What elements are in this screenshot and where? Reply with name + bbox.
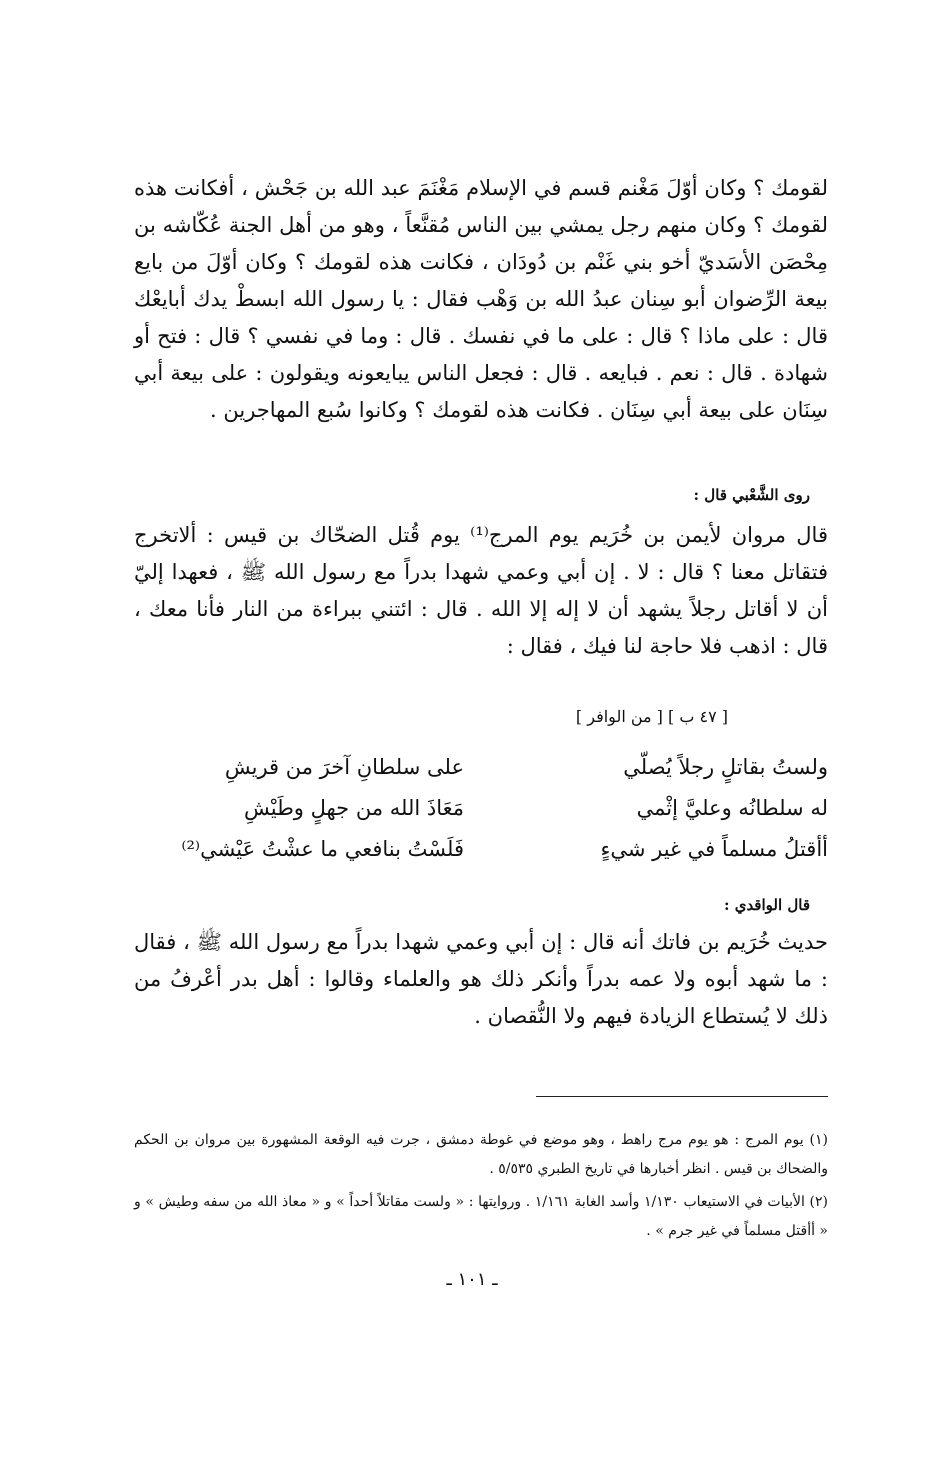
verse-first-hemistich: له سلطانُه وعليَّ إثْمي	[636, 796, 828, 820]
body-paragraph-2: قال مروان لأيمن بن خُرَيم يوم المرج⁽¹⁾ يوم قُتل الضحّاك بن قيس : ألاتخرج فتقاتل معنا ؟ قال : لا . إن أبي وعمي شهدا بدراً مع رسول الله ﷺ ، فعهدا إليّ أن لا أقاتل رجلاً يشهد أن لا إله إلا الله . قال : ائتني ببراءة من النار فأنا معك ، قال : اذهب فلا حاجة لنا فيك ، فقال :	[134, 523, 828, 658]
poem-meter-label: [ ٤٧ ب ] [ من الوافر ]	[575, 707, 728, 726]
footnote-separator	[536, 1096, 828, 1097]
page-number: ـ ١٠١ ـ	[446, 1269, 498, 1290]
verse-second-hemistich: مَعَاذَ الله من جهلٍ وطَيْشِ	[243, 796, 464, 820]
poem-verse	[134, 831, 828, 872]
verse-first-hemistich: ولستُ بقاتلٍ رجلاً يُصلّي	[623, 755, 828, 779]
footnote-2: (٢) الأبيات في الاستيعاب ١/١٣٠ وأسد الغابة ١/١٦١ . وروايتها : « ولست مقاتلاً أحداً » و « معاذ الله من سفه وطيش » و « أأقتل مسلماً في غير جرم » .	[134, 1194, 828, 1239]
poem	[134, 749, 828, 872]
body-paragraph-1: لقومك ؟ وكان أوّلَ مَغْنم قسم في الإسلام مَغْنَمَ عبد الله بن جَحْش ، أفكانت هذه لقومك ؟ وكان منهم رجل يمشي بين الناس مُقنَّعاً ، وهو من أهل الجنة عُكّاشه بن مِحْصَن الأسَديّ أخو بني غَنْم بن دُودَان ، فكانت هذه لقومك ؟ وكان أوّلَ من بايع بيعة الرِّضوان أبو سِنان عبدُ الله بن وَهْب فقال : يا رسول الله ابسطْ يدك أبايعْك قال : على ماذا ؟ قال : على ما في نفسك . قال : وما في نفسي ؟ قال : فتح أو شهادة . قال : نعم . فبايعه . قال : فجعل الناس يبايعونه ويقولون : على بيعة أبي سِنَان على بيعة أبي سِنَان . فكانت هذه لقومك ؟ وكانوا سُبع المهاجرين .	[134, 176, 828, 422]
poem-verse	[134, 749, 828, 790]
section-heading-waqidi: قال الواقدي :	[723, 896, 810, 914]
verse-second-hemistich: على سلطانِ آخرَ من قريشِ	[224, 755, 464, 779]
section-heading-shabi: روى الشَّعْبي قال :	[693, 486, 810, 504]
verse-second-hemistich: فَلَسْتُ بنافعي ما عشْتُ عَيْشي⁽²⁾	[181, 837, 464, 861]
verse-first-hemistich: أأقتلُ مسلماً في غير شيءٍ	[600, 837, 828, 861]
footnote-1: (١) يوم المرج : هو يوم مرج راهط ، وهو موضع في غوطة دمشق ، جرت فيه الوقعة المشهورة بين مروان بن الحكم والضحاك بن قيس . انظر أخبارها في تاريخ الطبري ٥/٥٣٥ .	[134, 1132, 828, 1177]
poem-verse	[134, 790, 828, 831]
body-paragraph-3: حديث خُرَيم بن فاتك أنه قال : إن أبي وعمي شهدا بدراً مع رسول الله ﷺ ، فقال : ما شهد أبوه ولا عمه بدراً وأنكر ذلك هو والعلماء وقالوا : أهل بدر أعْرفُ من ذلك لا يُستطاع الزيادة فيهم ولا النُّقصان .	[134, 930, 828, 1028]
